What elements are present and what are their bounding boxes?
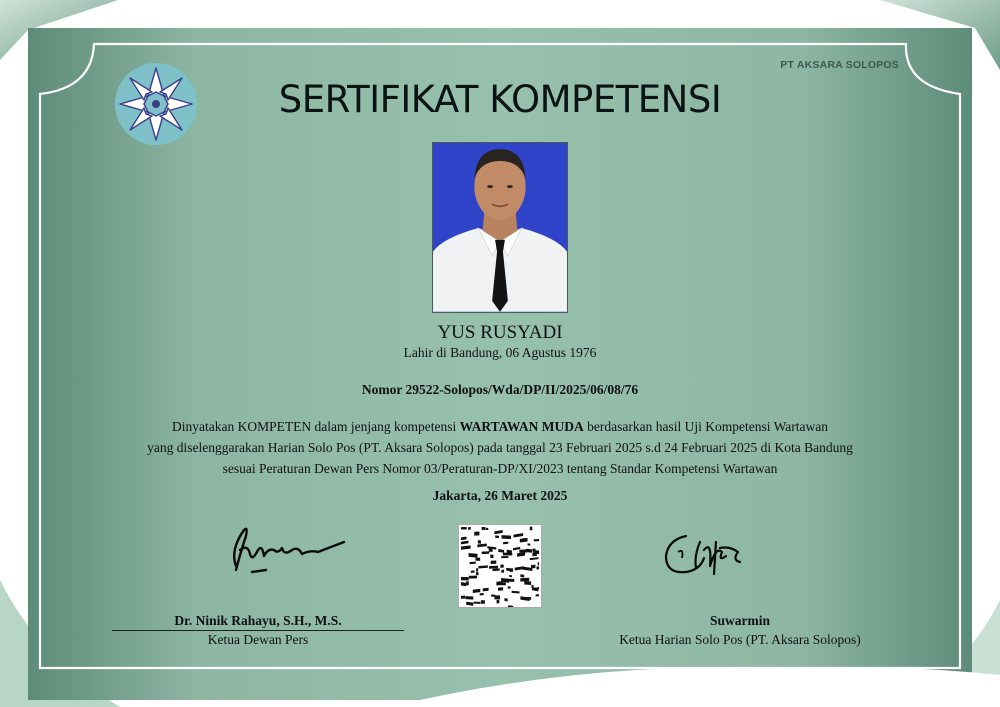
portrait-image (433, 143, 567, 312)
qr-code-icon (459, 525, 541, 607)
statement-line-1: Dinyatakan KOMPETEN dalam jenjang kompetensi WARTAWAN MUDA berdasarkan hasil Uji Kompetensi Wartawan (172, 419, 828, 434)
right-signatory-name: Suwarmin (709, 613, 770, 628)
left-signatory-name: Dr. Ninik Rahayu, S.H., M.S. (112, 613, 404, 631)
right-signature (660, 522, 748, 584)
verification-qr-code (458, 524, 542, 608)
competency-level: WARTAWAN MUDA (459, 419, 584, 434)
left-signatory-role: Ketua Dewan Pers (207, 632, 309, 647)
recipient-birth: Lahir di Bandung, 06 Agustus 1976 (403, 345, 597, 360)
statement-line-3: sesuai Peraturan Dewan Pers Nomor 03/Peraturan-DP/XI/2023 tentang Standar Kompetensi Wartawan (222, 461, 778, 476)
organization-tag: PT AKSARA SOLOPOS (780, 59, 899, 71)
statement-line-2: yang diselenggarakan Harian Solo Pos (PT. Aksara Solopos) pada tanggal 23 Februari 2025 s.d 24 Februari 2025 di Kota Bandung (147, 440, 853, 455)
certificate-title: SERTIFIKAT KOMPETENSI (278, 78, 722, 121)
competency-statement (0, 416, 1000, 479)
certificate-number: Nomor 29522-Solopos/Wda/DP/II/2025/06/08/76 (361, 382, 639, 397)
recipient-name: YUS RUSYADI (437, 322, 563, 343)
right-signatory-role: Ketua Harian Solo Pos (PT. Aksara Solopos) (619, 632, 861, 647)
left-signature (222, 520, 347, 582)
recipient-photo (432, 142, 568, 313)
place-date: Jakarta, 26 Maret 2025 (432, 488, 568, 503)
